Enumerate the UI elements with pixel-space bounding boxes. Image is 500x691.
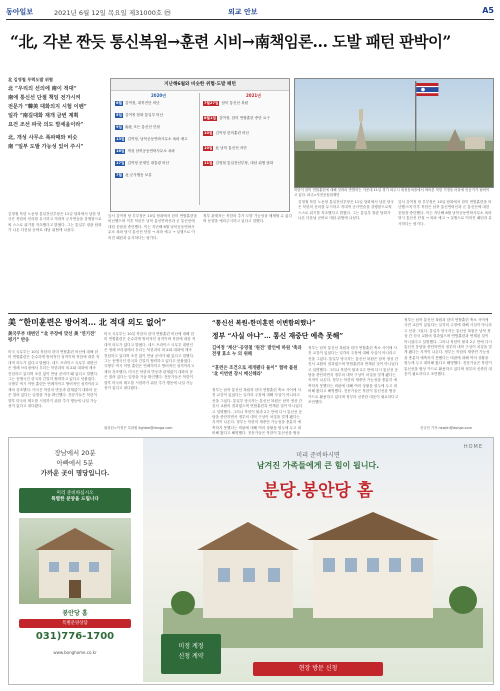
story3-byline: 신규진 기자 newjin@donga.com (420, 426, 472, 430)
story2-subhead: 美국무부 대변인 “北 주장에 맞선 美 ‘연기전’ 평가” 반응 (8, 332, 96, 343)
timeline-item: 7월27일 남북 통신선 복원 (204, 101, 249, 105)
timeline-item: 7월 北 군사행동 보류 (116, 173, 152, 177)
timeline-item: 10일 北 남북 통신선 차단 (204, 146, 247, 150)
timeline-item: 9일 南北 모든 통신선 단절 (116, 125, 160, 129)
subhead-line: 일각 “南길대화 재개 금번 계획 (8, 113, 79, 119)
story3-body-col3: 정부는 남북 통신선 복원과 한미 연합훈련 축소 사이에 사전 교감이 있었다는 일각의 주장에 대해 사실이 아니라고 선을 그었다. 통일부 당국자는 통신선 복원은 남북 정상 간 친서 교환의 결과였으며 연합훈련과 연계된 것이 아니었다고 설명했다. 그러나 북한이 불과 2주 만에 다시 통신선 응답을 중단하면서 정부의 대북 구상이 차질을 빚게 됐다는 지적이 나온다. 정부는 북한의 재중단 가능성을 충분히 예측하지 못했다는 비판에 대해 여러 상황을 염두에 두고 대비해 왔다고 해명했다. 전문가들은 북한이 통신선을 협상 카드로 활용하고 있다며 정부의 신중한 대응이 필요하다고 조언했다. (404, 318, 492, 377)
timeline-item: 13일 김여정, 남북공동연락사무소 폭파 예고 (116, 137, 188, 141)
story2-body-col1: 미국 국무부는 10일 북한의 한미 연합훈련 비난에 대해 한미 연합훈련은 순수하게 방어적인 성격이며 북한에 대한 적대적 의도가 없다고 밝혔다. 네드 프라이스 국무부 대변인은 정례 브리핑에서 우리는 북한과의 외교와 대화에 계속 전념하고 있다며 조건 없이 만날 준비가 돼 있다고 말했다. 그는 동맹국인 한국과 긴밀히 협력하고 있다고 덧붙였다. 국방부 역시 이번 훈련은 연례적이고 방어적인 성격이라고 재차 강조했다. 미국은 북한의 반응과 관계없이 대화의 문은 열려 있다는 입장을 거듭 확인했다. 전문가들은 북한이 향후 미국의 태도를 시험하기 위한 추가 행동에 나설 가능성이 있다고 내다봤다. (8, 350, 100, 409)
ad-hotline-label: 특별분양상담 (19, 619, 131, 628)
newspaper-logo[interactable]: 동아일보 (6, 7, 34, 16)
masthead (6, 5, 494, 20)
ad-promo-line1: 미리 준비하십시오 (56, 491, 94, 496)
timeline-item: 6월 김여정, 대북전단 비난 (116, 101, 160, 105)
story3-body-col2: 정부는 남북 통신선 복원과 한미 연합훈련 축소 사이에 사전 교감이 있었다는 일각의 주장에 대해 사실이 아니라고 선을 그었다. 통일부 당국자는 통신선 복원은 남북 정상 간 친서 교환의 결과였으며 연합훈련과 연계된 것이 아니었다고 설명했다. 그러나 북한이 불과 2주 만에 다시 통신선 응답을 중단하면서 정부의 대북 구상이 차질을 빚게 됐다는 지적이 나온다. 정부는 북한의 재중단 가능성을 충분히 예측하지 못했다는 비판에 대해 여러 상황을 염두에 두고 대비해 왔다고 해명했다. 전문가들은 북한이 통신선을 협상 카드로 활용하고 있다며 정부의 신중한 대응이 필요하다고 조언했다. (308, 346, 399, 405)
subhead-line: 요건 조선 파국 의도 맘세움이라” (8, 122, 84, 128)
timeline-item: 11일 김영철 통일전선부장, 대남 위협 담화 (204, 161, 274, 165)
page-number: A5 (482, 6, 494, 15)
ad-home-badge: HOME (463, 444, 483, 450)
ad-building-photo (19, 518, 131, 604)
ad-visit-badge[interactable] (161, 634, 221, 674)
ad-logo[interactable]: 봉안당 홈 (62, 610, 88, 617)
issue-date: 2021년 6월 12일 목요일 제31000호 ㊃ (54, 9, 171, 17)
timeline-item: 8월1일 김여정, 한미 연합훈련 중단 요구 (204, 116, 270, 120)
story3-headline-top[interactable]: “통신선 복원-한미훈련 이변함의했나” (212, 320, 316, 327)
subhead-line: 北 “우리의 선의에 南이 적대” (8, 86, 77, 92)
ad-main-panel (143, 438, 493, 682)
subhead-line: 전문가 “韓美 대화의지 시험 이벤” (8, 104, 87, 110)
story2-headline[interactable]: 美 “한미훈련은 방어적… 北 적대 의도 없어” (8, 317, 167, 327)
section-name: 외교 안보 (228, 8, 258, 16)
ad-main-top: 미리 준비하시면 (296, 452, 340, 459)
story1-body-col5: 앞서 김여정 당 부부장은 10일 담화에서 한미 연합훈련을 비난했으며 이후 북한은 남북 통신연락선과 군 통신선에 대한 응답을 중단했다. 이는 지난해 6월 남북공동연락사무소 폭파 당시 통신선 단절 → 폭파 예고 → 실행으로 이어진 패턴과 유사하다는 평가다. (398, 200, 492, 226)
ad-brand-title[interactable]: 분당.봉안당 홈 (262, 481, 374, 501)
ad-promo-line2: 특별한 분양을 드립니다 (51, 497, 99, 502)
year-2021-label: 2021년 (246, 93, 261, 98)
timeline-item: 16일 개성 남북공동연락사무소 폭파 (116, 149, 175, 153)
story3-body-col1: 정부는 남북 통신선 복원과 한미 연합훈련 축소 사이에 사전 교감이 있었다는 일각의 주장에 대해 사실이 아니라고 선을 그었다. 통일부 당국자는 통신선 복원은 남북 정상 간 친서 교환의 결과였으며 연합훈련과 연계된 것이 아니었다고 설명했다. 그러나 북한이 불과 2주 만에 다시 통신선 응답을 중단하면서 정부의 대북 구상이 차질을 빚게 됐다는 지적이 나온다. 정부는 북한의 재중단 가능성을 충분히 예측하지 못했다는 비판에 대해 여러 상황을 염두에 두고 대비해 왔다고 해명했다. 전문가들은 북한이 통신선을 협상 (212, 388, 303, 436)
timeline-item: 17일 김여정 문재인 대통령 비난 (116, 161, 170, 165)
flag-tower-illustration (295, 79, 493, 187)
timeline-item: 10일 김여정 한미훈련 비난 (204, 131, 250, 135)
news-photo[interactable] (294, 78, 494, 188)
ad-promo-tag[interactable] (19, 488, 131, 513)
section-divider (8, 313, 492, 314)
timeline-infobox (110, 78, 290, 212)
building-icon (19, 518, 131, 604)
timeline-2021 (203, 101, 285, 166)
story1-body-col3: 정부 관계자는 북한의 추가 도발 가능성을 배제할 수 없다며 동향을 예의주시하고 있다고 말했다. (203, 214, 292, 224)
ad-website[interactable]: www.bonghome.co.kr (53, 650, 97, 655)
story1-body-col2: 앞서 김여정 당 부부장은 10일 담화에서 한미 연합훈련을 비난했으며 이후 북한은 남북 통신연락선과 군 통신선에 대한 응답을 중단했다. 이는 지난해 6월 남북공동연락사무소 폭파 당시 통신선 단절 → 폭파 예고 → 실행으로 이어진 패턴과 유사하다는 평가다. (108, 214, 197, 240)
story3-subhead-2: “훈련은 조건으로 재개됐다 돌이” 협박 불원 ‘北 이번엔 장시 메신해라’ (212, 366, 298, 377)
story1-body-col4: 김영철 북한 노동당 통일전선부장은 11일 담화에서 남한 당국은 북한의 선의를 무시하고 적대적 군사연습을 강행함으로써 스스로 위기를 자초했다고 밝혔다. 그는 통일부 장관 담화가 나온 다음날 곧바로 대남 위협에 나섰다. (298, 200, 394, 221)
subhead-line: 南 “일부 도발 가능성 있어 주시” (8, 144, 84, 150)
ad-visit-line2: 신청 계약 (178, 653, 204, 660)
story1-body-col1: 김영철 북한 노동당 통일전선부장은 11일 담화에서 남한 당국은 북한의 선의를 무시하고 적대적 군사연습을 강행함으로써 스스로 위기를 자초했다고 밝혔다. 그는 통일부 장관 담화가 나온 다음날 곧바로 대남 위협에 나섰다. (8, 212, 102, 233)
ad-main-line: 남겨진 가족들에게 큰 힘이 됩니다. (256, 461, 380, 470)
year-2020-label: 2020년 (151, 93, 166, 98)
main-headline[interactable]: “北, 각본 짠듯 통신복원→훈련 시비→南책임론… 도발 패턴 판박이” (10, 32, 451, 51)
story3-headline-main[interactable]: 정부 “사실 아냐”… 통신 재중단 예측 못해” (212, 332, 344, 340)
subhead-line: 北, 개성 사무소 폭파때와 비슷 (8, 135, 78, 141)
story1-tag: 北 김영철 무력도발 위협 (8, 77, 53, 82)
advertisement[interactable] (8, 437, 494, 685)
infobox-title: 지난해6월와 비슷한 위협·도발 패턴 (111, 79, 289, 91)
story2-byline: 워싱턴=이정은 특파원 lightee@donga.com (104, 426, 173, 430)
ad-left-panel (9, 438, 141, 682)
ad-phone-number[interactable]: 031)776-1700 (35, 631, 115, 642)
ad-left-copy: 장남에서 20분 아빠에서 5분 가까운 곳이 명당입니다. (40, 449, 110, 477)
subhead-line: 南에 통신선 단절 책임 전가시켜 (8, 95, 81, 101)
photo-caption: 북한이 한미 연합훈련에 대해 잇따라 반발하는 가운데 11일 경기 파주시 대성동마을에서 바라본 북한 기정동 마을에 인공기가 펄럭이고 있다. 파주=사진공동취재단 (294, 188, 490, 197)
ad-visit-button[interactable]: 현장 방문 신청 (253, 662, 383, 676)
timeline-divider (199, 93, 200, 205)
story2-body-col2: 미국 국무부는 10일 북한의 한미 연합훈련 비난에 대해 한미 연합훈련은 순수하게 방어적인 성격이며 북한에 대한 적대적 의도가 없다고 밝혔다. 네드 프라이스 국무부 대변인은 정례 브리핑에서 우리는 북한과의 외교와 대화에 계속 전념하고 있다며 조건 없이 만날 준비가 돼 있다고 말했다. 그는 동맹국인 한국과 긴밀히 협력하고 있다고 덧붙였다. 국방부 역시 이번 훈련은 연례적이고 방어적인 성격이라고 재차 강조했다. 미국은 북한의 반응과 관계없이 대화의 문은 열려 있다는 입장을 거듭 확인했다. 전문가들은 북한이 향후 미국의 태도를 시험하기 위한 추가 행동에 나설 가능성이 있다고 내다봤다. (104, 332, 196, 391)
timeline-item: 5일 김여정 담화 통일부 비난 (116, 113, 164, 117)
timeline-2020 (115, 101, 197, 178)
story3-subhead-1: 김여정 ‘계산’·공영철 ‘원전’ 발언에 하원 ‘축과 전쟁 효소 누 의 위해 (212, 346, 302, 357)
ad-visit-line1: 미정 계정 (178, 643, 204, 650)
story1-subheads (8, 85, 106, 152)
ad-complex-illustration (163, 508, 483, 648)
